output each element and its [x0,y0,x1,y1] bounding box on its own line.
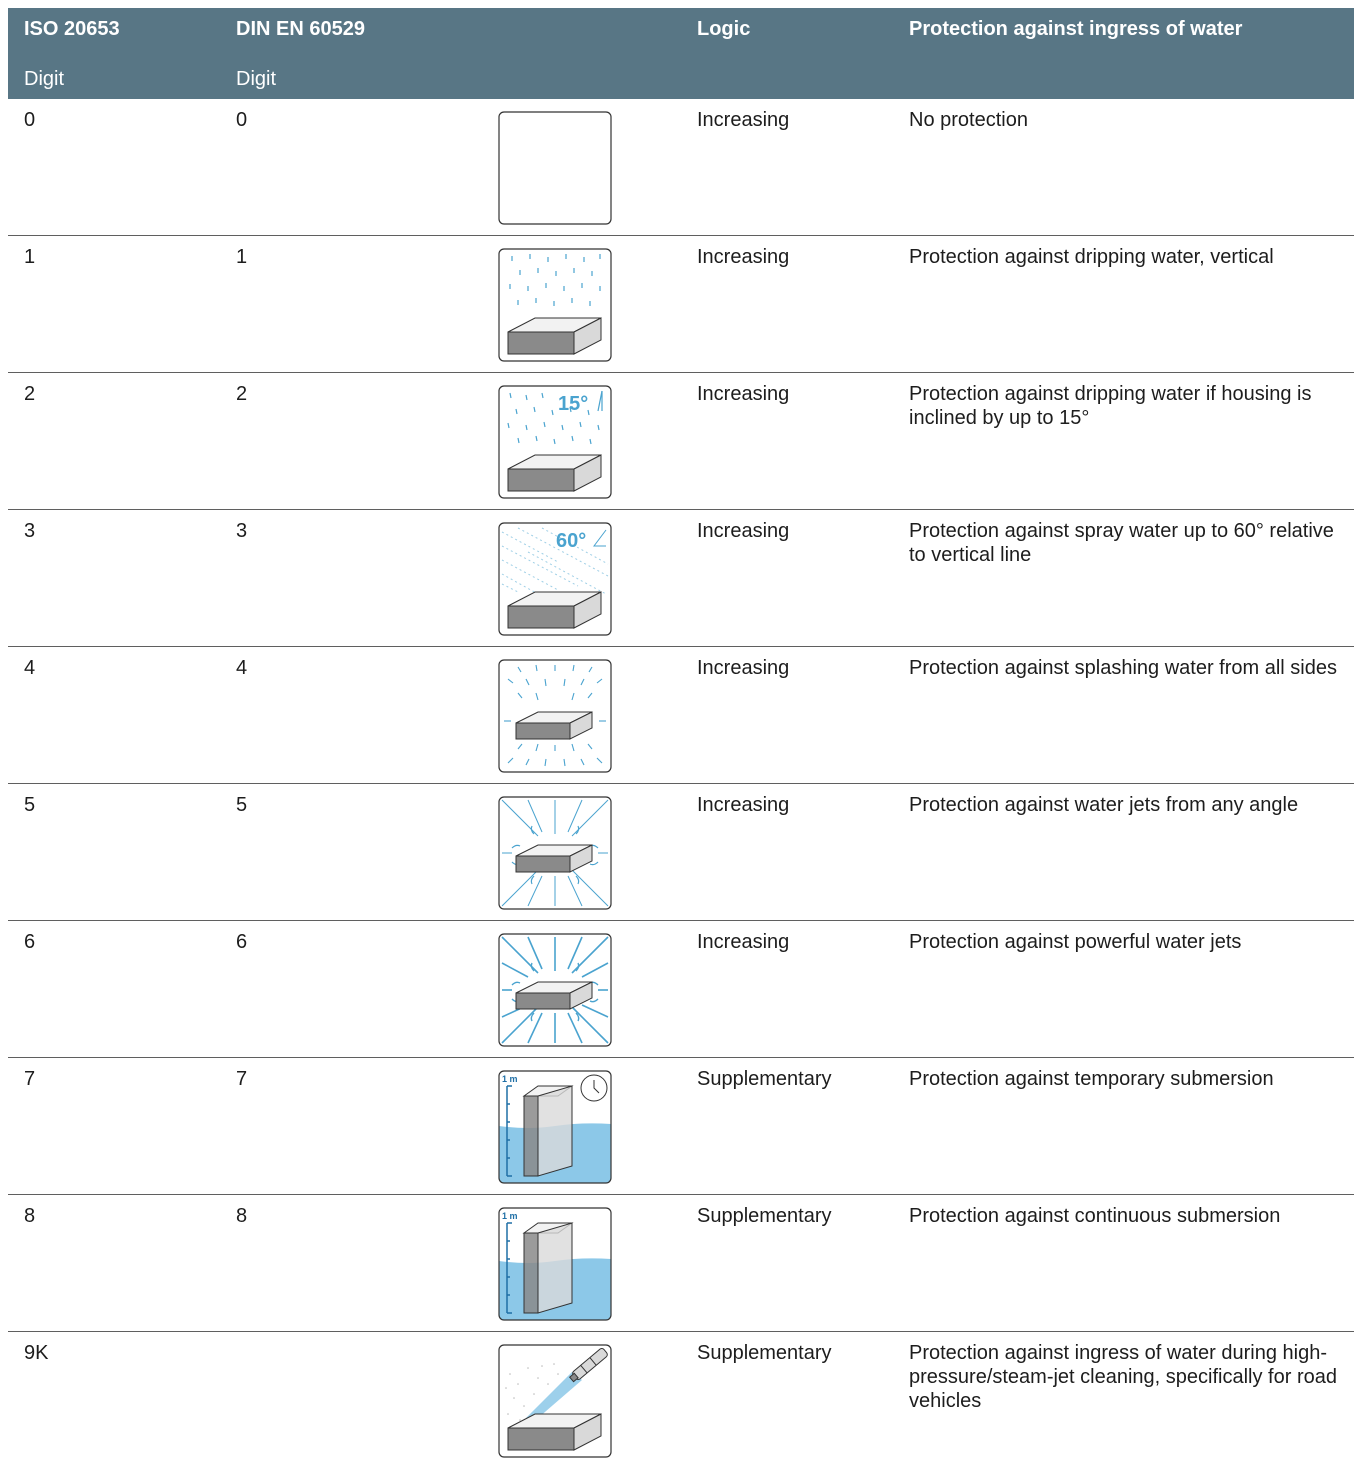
table-row [8,1195,1354,1332]
iso-digit: 7 [24,1068,36,1090]
din-digit: 8 [236,1205,248,1227]
splashing-all-sides-icon [498,659,612,773]
header-din-digit: Digit [236,68,277,90]
steam-jet-cleaning-icon [498,1344,612,1458]
iso-digit: 1 [24,246,36,268]
protection-description: Protection against ingress of water during high-pressure/steam-jet cleaning, specifically for road vehicles [909,1342,1337,1412]
din-digit: 2 [236,383,248,405]
table-row [8,373,1354,510]
protection-description: Protection against splashing water from all sides [909,657,1337,679]
logic-value: Increasing [697,246,790,268]
header-din-en-60529: DIN EN 60529 [236,18,365,40]
empty-box-icon [498,111,612,225]
iso-digit: 4 [24,657,36,679]
logic-value: Increasing [697,520,790,542]
protection-description: Protection against water jets from any angle [909,794,1299,816]
logic-value: Increasing [697,109,790,131]
depth-label: 1 m [502,1211,518,1221]
din-digit: 7 [236,1068,248,1090]
din-digit: 4 [236,657,248,679]
din-digit: 3 [236,520,248,542]
iso-digit: 2 [24,383,36,405]
din-digit: 1 [236,246,248,268]
din-digit: 6 [236,931,248,953]
dripping-15-degree-icon [498,385,612,499]
din-digit: 5 [236,794,248,816]
iso-digit: 9K [24,1342,49,1364]
iso-digit: 6 [24,931,36,953]
table-row [8,647,1354,784]
iso-digit: 0 [24,109,36,131]
table-header [8,8,1354,99]
protection-description: Protection against continuous submersion [909,1205,1281,1227]
logic-value: Increasing [697,657,790,679]
angle-label: 60° [556,530,587,552]
protection-description: Protection against dripping water if housing is inclined by up to 15° [909,383,1312,429]
table-row [8,921,1354,1058]
dripping-vertical-icon [498,248,612,362]
din-digit: 0 [236,109,248,131]
ip-water-protection-table [8,8,1354,1469]
protection-description: Protection against spray water up to 60° relative to vertical line [909,520,1334,566]
iso-digit: 5 [24,794,36,816]
spray-60-degree-icon [498,522,612,636]
header-logic: Logic [697,18,751,40]
table-row [8,510,1354,647]
header-protection: Protection against ingress of water [909,18,1243,40]
logic-value: Increasing [697,383,790,405]
iso-digit: 8 [24,1205,36,1227]
logic-value: Supplementary [697,1205,832,1227]
depth-label: 1 m [502,1074,518,1084]
logic-value: Increasing [697,794,790,816]
table-row [8,1058,1354,1195]
protection-description: Protection against dripping water, vertical [909,246,1274,268]
protection-description: Protection against temporary submersion [909,1068,1274,1090]
table-row [8,1332,1354,1469]
temporary-submersion-icon [498,1070,612,1184]
table-row [8,99,1354,236]
iso-digit: 3 [24,520,36,542]
table-row [8,236,1354,373]
water-jets-icon [498,796,612,910]
powerful-water-jets-icon [498,933,612,1047]
protection-description: No protection [909,109,1028,131]
header-iso-digit: Digit [24,68,65,90]
protection-description: Protection against powerful water jets [909,931,1242,953]
angle-label: 15° [558,393,589,415]
header-iso-20653: ISO 20653 [24,18,120,40]
table-row [8,784,1354,921]
logic-value: Increasing [697,931,790,953]
continuous-submersion-icon [498,1207,612,1321]
logic-value: Supplementary [697,1342,832,1364]
logic-value: Supplementary [697,1068,832,1090]
